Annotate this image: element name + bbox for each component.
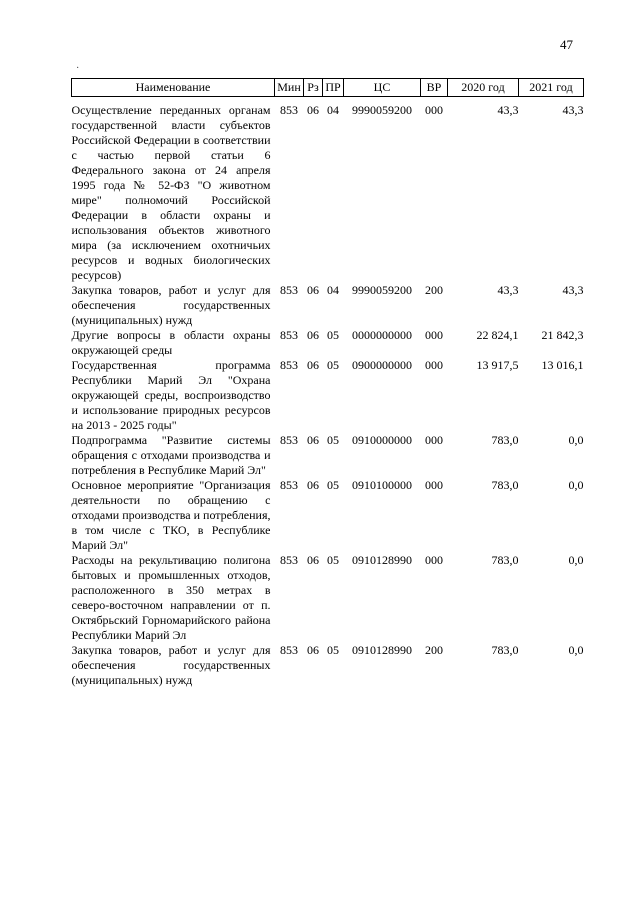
cell-name: Закупка товаров, работ и услуг для обеспечения государственных (муниципальных) нужд: [71, 283, 271, 327]
cell-vr: 000: [425, 103, 443, 117]
cell-2020: 22 824,1: [476, 328, 519, 342]
cell-rz: 06: [307, 478, 319, 492]
cell-min: 853: [280, 358, 298, 372]
cell-2020: 43,3: [497, 103, 519, 117]
cell-cs: 0910128990: [352, 553, 412, 567]
cell-2021: 43,3: [562, 103, 584, 117]
cell-2021: 0,0: [568, 433, 584, 447]
cell-min: 853: [280, 643, 298, 657]
cell-pr: 05: [327, 478, 339, 492]
table-row: [72, 283, 584, 328]
page-number: 47: [560, 37, 573, 52]
header-vr: ВР: [421, 79, 448, 97]
table-body: [72, 97, 584, 689]
cell-rz: 06: [307, 283, 319, 297]
cell-name: Другие вопросы в области охраны окружающей среды: [71, 328, 271, 357]
table-row: [72, 553, 584, 643]
table-row: [72, 328, 584, 358]
cell-min: 853: [280, 433, 298, 447]
cell-pr: 05: [327, 643, 339, 657]
cell-name: Государственная программа Республики Марий Эл "Охрана окружающей среды, воспроизводство и использование природных ресурсов на 2013 - 2025 годы": [71, 358, 271, 432]
cell-name: Основное мероприятие "Организация деятельности по обращению с отходами производства и потребления, в том числе с ТКО, в Республике Марий Эл": [71, 478, 271, 552]
header-2020: 2020 год: [448, 79, 519, 97]
cell-2021: 13 016,1: [541, 358, 584, 372]
cell-min: 853: [280, 478, 298, 492]
header-name: Наименование: [72, 79, 275, 97]
cell-pr: 05: [327, 358, 339, 372]
cell-rz: 06: [307, 328, 319, 342]
header-rz: Рз: [304, 79, 323, 97]
cell-cs: 9990059200: [352, 283, 412, 297]
cell-cs: 0000000000: [352, 328, 412, 342]
cell-cs: 0900000000: [352, 358, 412, 372]
cell-2020: 43,3: [497, 283, 519, 297]
cell-2020: 13 917,5: [476, 358, 519, 372]
table-row: [72, 433, 584, 478]
cell-rz: 06: [307, 433, 319, 447]
cell-vr: 000: [425, 328, 443, 342]
cell-2021: 0,0: [568, 553, 584, 567]
cell-vr: 200: [425, 643, 443, 657]
cell-2020: 783,0: [491, 553, 519, 567]
cell-2021: 0,0: [568, 643, 584, 657]
header-pr: ПР: [323, 79, 344, 97]
cell-cs: 0910100000: [352, 478, 412, 492]
cell-pr: 05: [327, 553, 339, 567]
cell-min: 853: [280, 553, 298, 567]
cell-pr: 04: [327, 103, 339, 117]
cell-name: Расходы на рекультивацию полигона бытовых и промышленных отходов, расположенного в 350 метрах в северо-восточном направлении от п. Октябрьский Горномарийского района Республики Марий Эл: [71, 553, 271, 642]
header-min: Мин: [275, 79, 304, 97]
cell-min: 853: [280, 103, 298, 117]
cell-2021: 0,0: [568, 478, 584, 492]
cell-2021: 43,3: [562, 283, 584, 297]
cell-rz: 06: [307, 553, 319, 567]
cell-vr: 000: [425, 358, 443, 372]
table-row: [72, 478, 584, 553]
cell-2020: 783,0: [491, 643, 519, 657]
cell-pr: 05: [327, 433, 339, 447]
table-row: [72, 103, 584, 283]
cell-cs: 9990059200: [352, 103, 412, 117]
table-header: [72, 79, 584, 97]
cell-cs: 0910128990: [352, 643, 412, 657]
cell-vr: 000: [425, 478, 443, 492]
cell-min: 853: [280, 283, 298, 297]
cell-vr: 000: [425, 553, 443, 567]
header-2021: 2021 год: [519, 79, 584, 97]
cell-pr: 05: [327, 328, 339, 342]
cell-2020: 783,0: [491, 433, 519, 447]
cell-2021: 21 842,3: [541, 328, 584, 342]
cell-rz: 06: [307, 358, 319, 372]
cell-vr: 200: [425, 283, 443, 297]
cell-min: 853: [280, 328, 298, 342]
table-row: [72, 643, 584, 688]
cell-rz: 06: [307, 643, 319, 657]
cell-rz: 06: [307, 103, 319, 117]
header-cs: ЦС: [344, 79, 421, 97]
budget-table: [71, 78, 584, 688]
cell-name: Подпрограмма "Развитие системы обращения с отходами производства и потребления в Республике Марий Эл": [71, 433, 271, 477]
cell-vr: 000: [425, 433, 443, 447]
cell-name: Закупка товаров, работ и услуг для обеспечения государственных (муниципальных) нужд: [71, 643, 271, 687]
table-row: [72, 358, 584, 433]
cell-2020: 783,0: [491, 478, 519, 492]
cell-cs: 0910000000: [352, 433, 412, 447]
cell-name: Осуществление переданных органам государственной власти субъектов Российской Федерации в соответствии с частью первой статьи 6 Федерального закона от 24 апреля 1995 года № 52-ФЗ "О животном мире" полномочий Российской Федерации в области охраны и использования объектов животного мира (за исключением охотничьих ресурсов и водных биологических ресурсов): [71, 103, 271, 282]
scan-speck: ·: [76, 63, 80, 74]
cell-pr: 04: [327, 283, 339, 297]
